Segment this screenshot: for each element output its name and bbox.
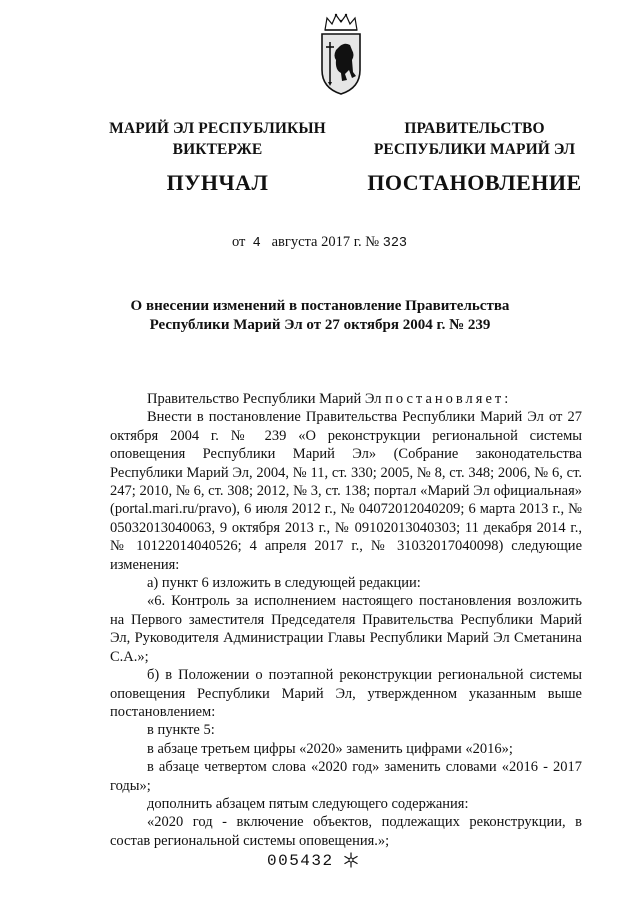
date-prefix: от	[231, 234, 246, 250]
body-paragraph-8: дополнить абзацем пятым следующего содержания:	[147, 795, 469, 812]
header-left-line1: МАРИЙ ЭЛ РЕСПУБЛИКЫН	[109, 120, 326, 137]
date-month-year: августа 2017 г. №	[271, 234, 380, 250]
snowflake-seal-icon	[343, 852, 359, 868]
coat-of-arms-icon	[319, 12, 363, 96]
form-serial-number: 005432	[267, 852, 334, 870]
body-paragraph-6: в абзаце третьем цифры «2020» заменить цифрами «2016»;	[147, 740, 513, 757]
header-left-block	[95, 118, 340, 196]
header-right-block	[352, 118, 597, 196]
document-date-line	[0, 234, 639, 251]
body-intro-spaced: постановляет:	[385, 391, 512, 407]
body-intro	[110, 390, 582, 408]
header-right-line2: РЕСПУБЛИКИ МАРИЙ ЭЛ	[373, 141, 576, 158]
header-right-line1: ПРАВИТЕЛЬСТВО	[404, 120, 545, 137]
title-line1: О внесении изменений в постановление Правительства	[130, 298, 510, 314]
body-paragraph-5: в пункте 5:	[147, 722, 215, 739]
header-left-doc-type: ПУНЧАЛ	[166, 170, 269, 195]
body-paragraph-4: б) в Положении о поэтапной реконструкции региональной системы оповещения Республики Марий Эл, утвержденном указанным выше постановлением:	[110, 667, 582, 720]
document-number: 323	[382, 236, 408, 251]
date-day: 4	[252, 236, 261, 251]
body-paragraph-3: «6. Контроль за исполнением настоящего постановления возложить на Первого заместителя Председателя Правительства Республики Марий Эл, Руководителя Администрации Главы Республики Марий Эл Сметанина С.А.»;	[110, 593, 582, 665]
body-paragraph-2: а) пункт 6 изложить в следующей редакции:	[147, 575, 421, 592]
document-body	[110, 390, 582, 850]
header-right-doc-type: ПОСТАНОВЛЕНИЕ	[367, 170, 582, 195]
body-paragraph-1: Внести в постановление Правительства Республики Марий Эл от 27 октября 2004 г. № 239 «О реконструкции региональной системы оповещения Республики Марий Эл» (Собрание законодательства Республики Марий Эл, 2004, № 11, ст. 330; 2005, № 8, ст. 348; 2006, № 6, ст. 247; 2010, № 6, ст. 308; 2012, № 3, ст. 138; портал «Марий Эл официальная» (portal.mari.ru/pravo), 6 июля 2012 г., № 04072012040209; 6 марта 2013 г., № 05032013040063, 9 октября 2013 г., № 09102013040303; 11 декабря 2014 г., № 10122014040526; 4 апреля 2017 г., № 31032017040098) следующие изменения:	[110, 409, 582, 573]
body-paragraph-7: в абзаце четвертом слова «2020 год» заменить словами «2016 - 2017 годы»;	[110, 759, 582, 794]
header-left-line2: ВИКТЕРЖЕ	[172, 141, 263, 158]
title-line2: Республики Марий Эл от 27 октября 2004 г. № 239	[149, 317, 491, 333]
body-paragraph-9: «2020 год - включение объектов, подлежащих реконструкции, в состав региональной системы оповещения.»;	[110, 814, 582, 849]
body-intro-text: Правительство Республики Марий Эл	[147, 391, 382, 407]
document-title	[60, 297, 580, 335]
